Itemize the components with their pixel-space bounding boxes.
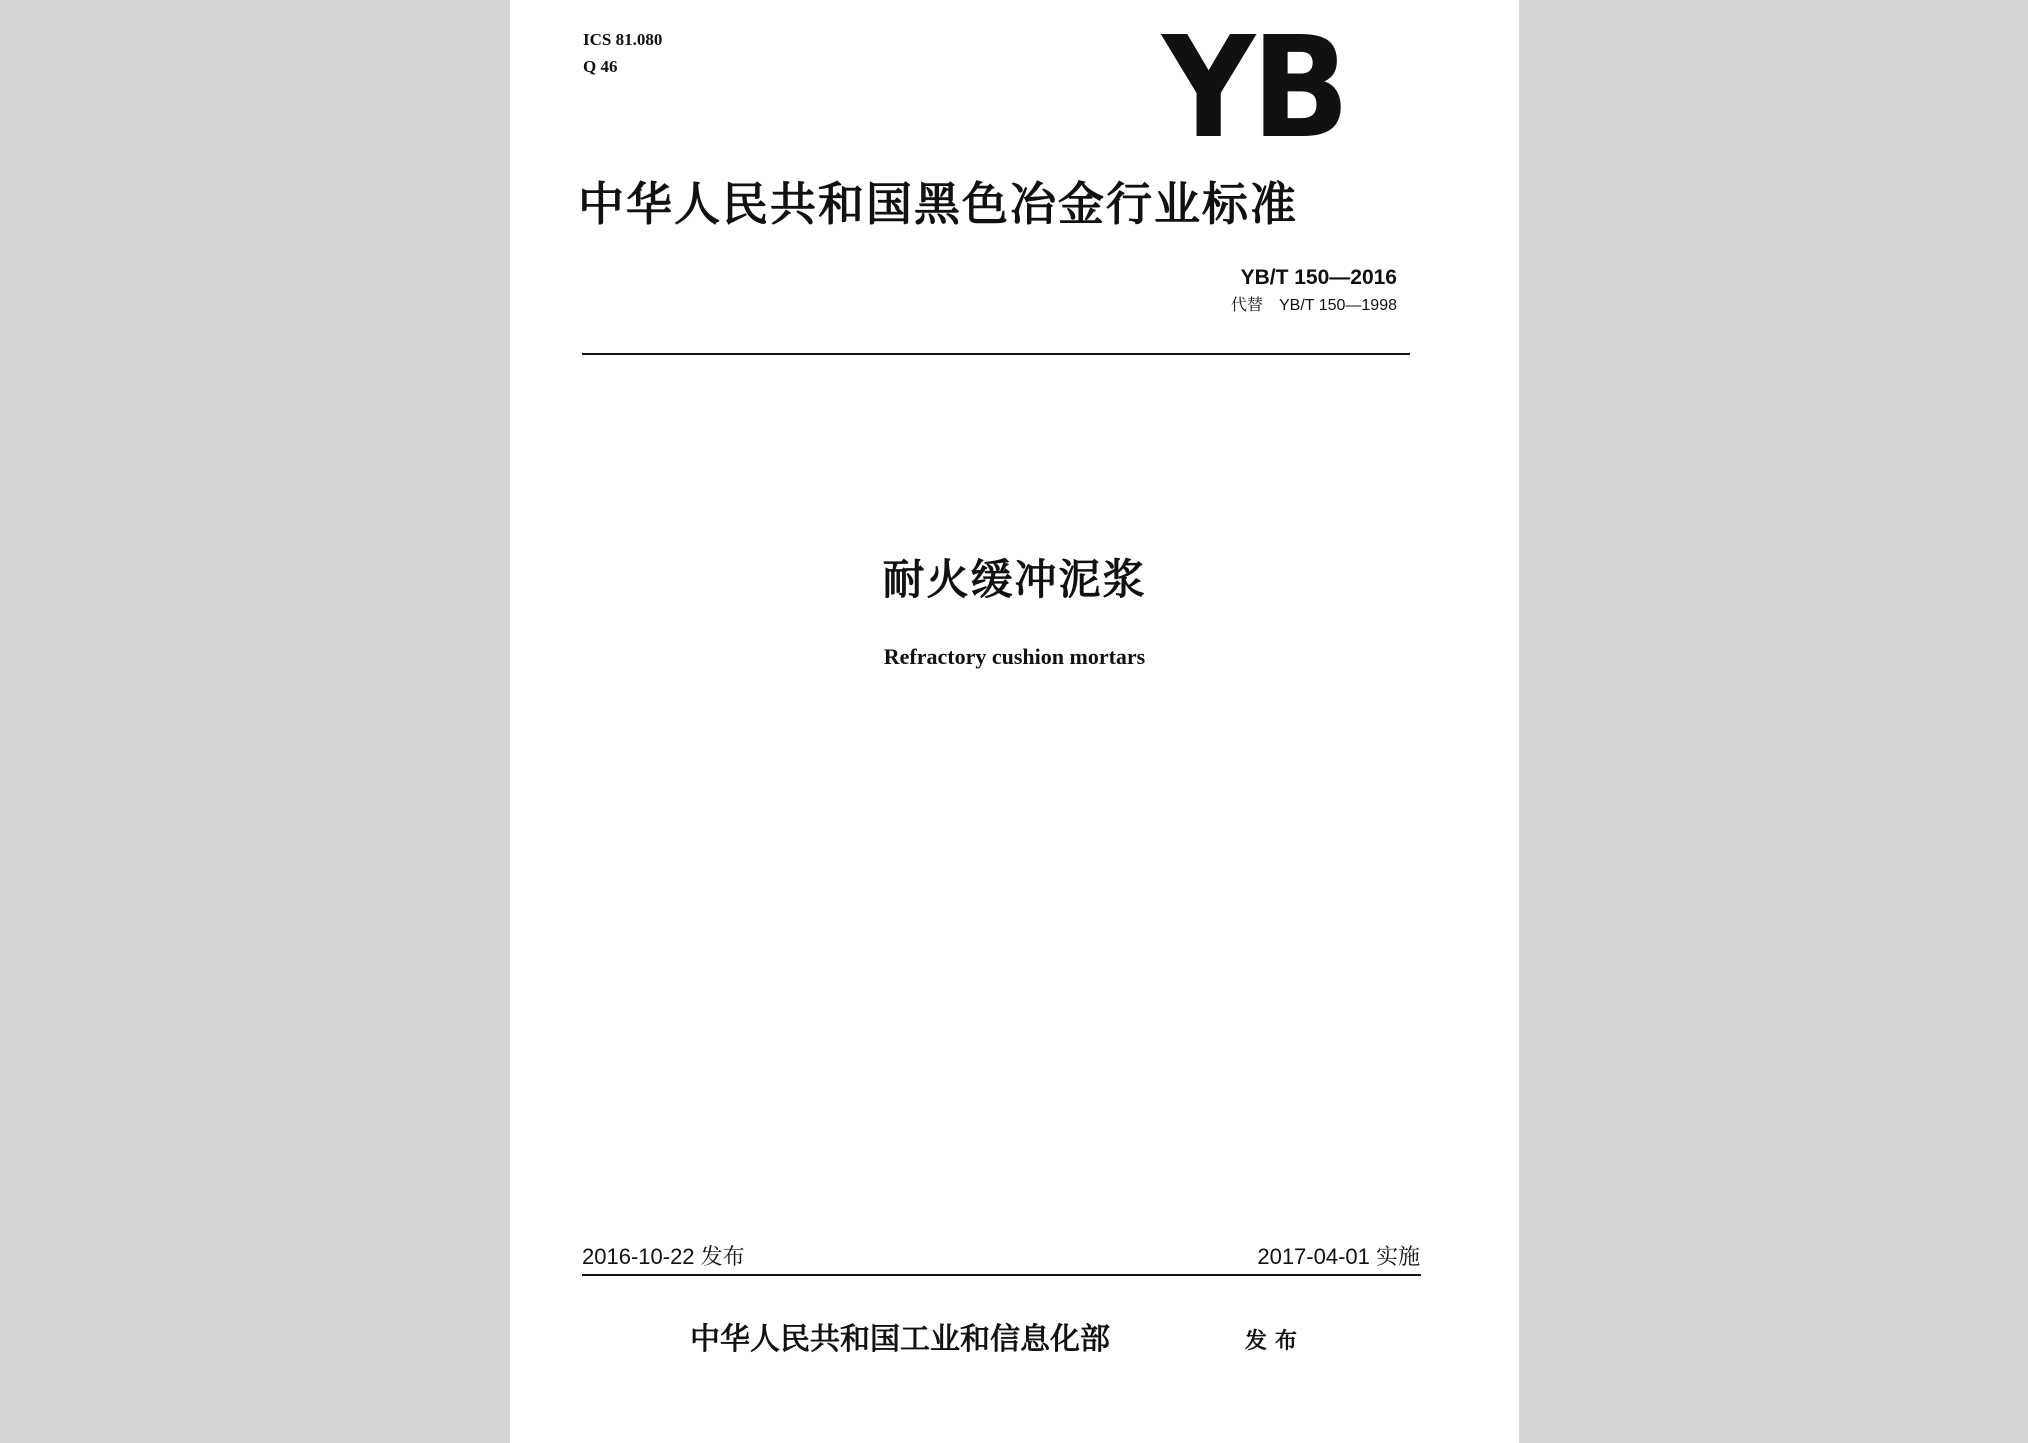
chinese-title: 耐火缓冲泥浆 bbox=[882, 555, 1147, 604]
english-title: Refractory cushion mortars bbox=[883, 644, 1146, 669]
ics-code: ICS 81.080 bbox=[583, 30, 663, 49]
replaces-line bbox=[1231, 294, 1397, 318]
document-cover-page bbox=[510, 0, 1519, 1443]
classification-code: Q 46 bbox=[583, 57, 618, 76]
implementation-date: 2017-04-01 实施 bbox=[1257, 1244, 1420, 1269]
issuer-name: 中华人民共和国工业和信息化部 bbox=[690, 1322, 1110, 1357]
issue-date: 2016-10-22 发布 bbox=[582, 1244, 745, 1269]
replaces-number: YB/T 150—1998 bbox=[1278, 297, 1397, 314]
standard-title: 中华人民共和国黑色冶金行业标准 bbox=[578, 177, 1298, 231]
ics-block bbox=[583, 26, 662, 80]
standard-number: YB/T 150—2016 bbox=[1240, 266, 1397, 289]
issuer-suffix: 发布 bbox=[1245, 1329, 1306, 1354]
top-divider bbox=[582, 353, 1410, 355]
bottom-divider bbox=[582, 1274, 1421, 1276]
yb-logo: YB bbox=[1162, 7, 1347, 170]
replaces-label: 代替 bbox=[1230, 297, 1263, 314]
